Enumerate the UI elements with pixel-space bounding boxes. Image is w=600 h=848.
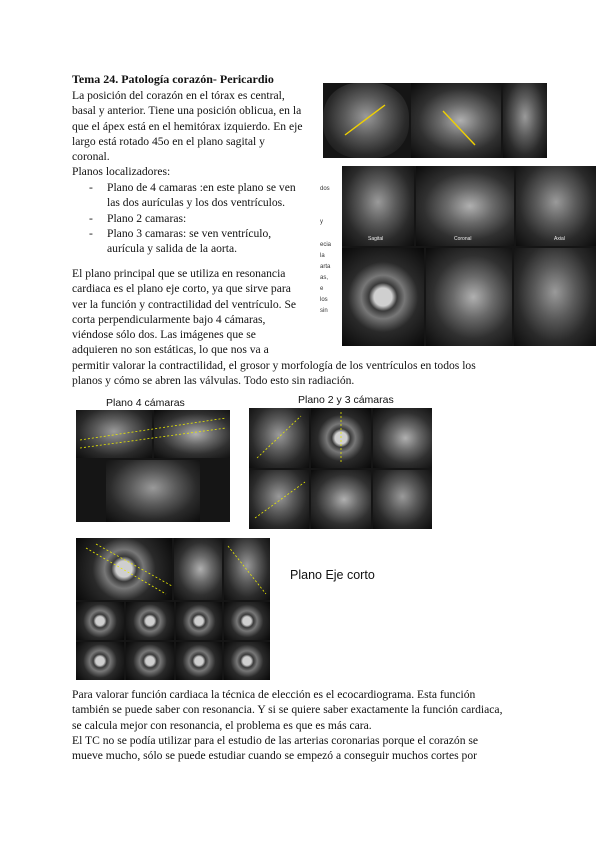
document-title: Tema 24. Patología corazón- Pericardio <box>72 72 274 86</box>
thorax-scout-images <box>323 83 547 158</box>
text-line: aurícula y salida de la aorta. <box>107 242 238 256</box>
text-line: adquieren no son estáticas, lo que nos va a <box>72 343 269 357</box>
image-panel <box>224 642 270 680</box>
two-three-chamber-images <box>249 408 432 529</box>
bullet-dash: - <box>89 226 93 240</box>
text-fragment: los <box>320 297 328 303</box>
image-panel <box>224 602 270 640</box>
image-panel <box>126 642 174 680</box>
plane-lines <box>249 408 432 529</box>
list-item <box>72 180 296 211</box>
image-panel-coronal <box>416 166 514 246</box>
text-line: que el ápex está en el hemitórax izquierdo. En eje <box>72 119 303 133</box>
text-line: Plano 2 camaras: <box>107 211 187 225</box>
localizers-heading: Planos localizadores: <box>72 165 171 179</box>
text-line: basal y anterior. Tiene una posición oblicua, en la <box>72 104 302 118</box>
bullet-dash: - <box>89 181 93 194</box>
text-line: El TC no se podía utilizar para el estudio de las arterias coronarias porque el corazón se <box>72 733 479 747</box>
four-chamber-images <box>76 410 230 522</box>
image-panel <box>176 642 222 680</box>
text-fragment: as, <box>320 275 329 281</box>
text-fragment: ecia <box>320 242 332 248</box>
plane-line <box>228 546 266 594</box>
image-panel <box>76 602 124 640</box>
figure-caption-four-chamber: Plano 4 cámaras <box>106 397 185 409</box>
plane-line <box>257 416 301 458</box>
text-line: Plano de 4 camaras :en este plano se ven <box>107 181 296 194</box>
text-line: viéndose sólo dos. Las imágenes que se <box>72 328 256 342</box>
list-item <box>72 211 296 226</box>
image-label: Axial <box>554 236 565 242</box>
text-fragment: e <box>320 286 324 292</box>
plane-line <box>255 482 305 518</box>
image-panel-axial <box>516 166 596 246</box>
short-axis-images <box>76 538 270 680</box>
closing-paragraph <box>72 687 502 763</box>
cardiac-localizer-mosaic <box>342 166 596 346</box>
text-line: ver la función y contractilidad del ventrículo. Se <box>72 297 297 311</box>
annotation-arrow <box>345 105 385 135</box>
text-fragment: sin <box>320 308 328 314</box>
text-line: coronal. <box>72 150 110 164</box>
text-fragment: la <box>320 253 325 259</box>
text-line: largo está rotado 45o en el plano sagital y <box>72 134 265 148</box>
text-line: corta perpendicularmente bajo 4 cámaras, <box>72 312 266 326</box>
annotation-arrows <box>323 83 547 158</box>
text-line: las dos aurículas y los dos ventrículos. <box>107 196 286 210</box>
image-panel-sagittal <box>342 166 414 246</box>
plane-line <box>96 544 172 586</box>
image-label: Coronal <box>454 236 472 242</box>
annotation-arrow <box>443 111 475 145</box>
partial-text-fragments <box>320 184 331 317</box>
figure-caption-two-three-chamber: Plano 2 y 3 cámaras <box>298 394 394 406</box>
list-item <box>72 226 296 257</box>
text-line: Plano 3 camaras: se ven ventrículo, <box>107 226 272 240</box>
image-panel <box>106 460 200 522</box>
text-fragment: dos <box>320 186 330 192</box>
image-panel <box>76 642 124 680</box>
plane-line <box>80 418 226 440</box>
plane-line <box>80 428 226 448</box>
plane-line <box>86 548 166 594</box>
text-line: se calcula mejor con resonancia, el problema es que es más cara. <box>72 718 372 732</box>
plane-lines <box>76 538 270 600</box>
image-panel <box>514 248 596 346</box>
text-line: cardiaca es el plano eje corto, ya que sirve para <box>72 282 291 296</box>
plane-lines <box>76 410 230 460</box>
text-line: La posición del corazón en el tórax es central, <box>72 89 285 102</box>
text-line: planos y cómo se abren las válvulas. Todo esto sin radiación. <box>72 374 355 388</box>
image-panel <box>426 248 512 346</box>
text-line: también se puede saber con resonancia. Y si se quiere saber exactamente la función cardiaca, <box>72 703 503 717</box>
text-line: mueve mucho, sólo se puede estudiar cuando se empezó a conseguir muchos cortes por <box>72 749 478 763</box>
image-panel <box>126 602 174 640</box>
bullet-dash: - <box>89 211 93 225</box>
image-label: Sagital <box>368 236 384 242</box>
text-fragment: arta <box>320 264 331 270</box>
text-line: El plano principal que se utiliza en resonancia <box>72 267 286 280</box>
figure-caption-short-axis: Plano Eje corto <box>290 568 375 582</box>
intro-paragraph <box>72 88 303 180</box>
text-line: Para valorar función cardiaca la técnica de elección es el ecocardiograma. Esta función <box>72 688 476 701</box>
text-fragment: y <box>320 219 323 225</box>
image-panel <box>342 248 424 346</box>
localizer-list <box>72 180 296 256</box>
image-panel <box>176 602 222 640</box>
text-line: permitir valorar la contractilidad, el grosor y morfología de los ventrículos en todos los <box>72 358 476 372</box>
